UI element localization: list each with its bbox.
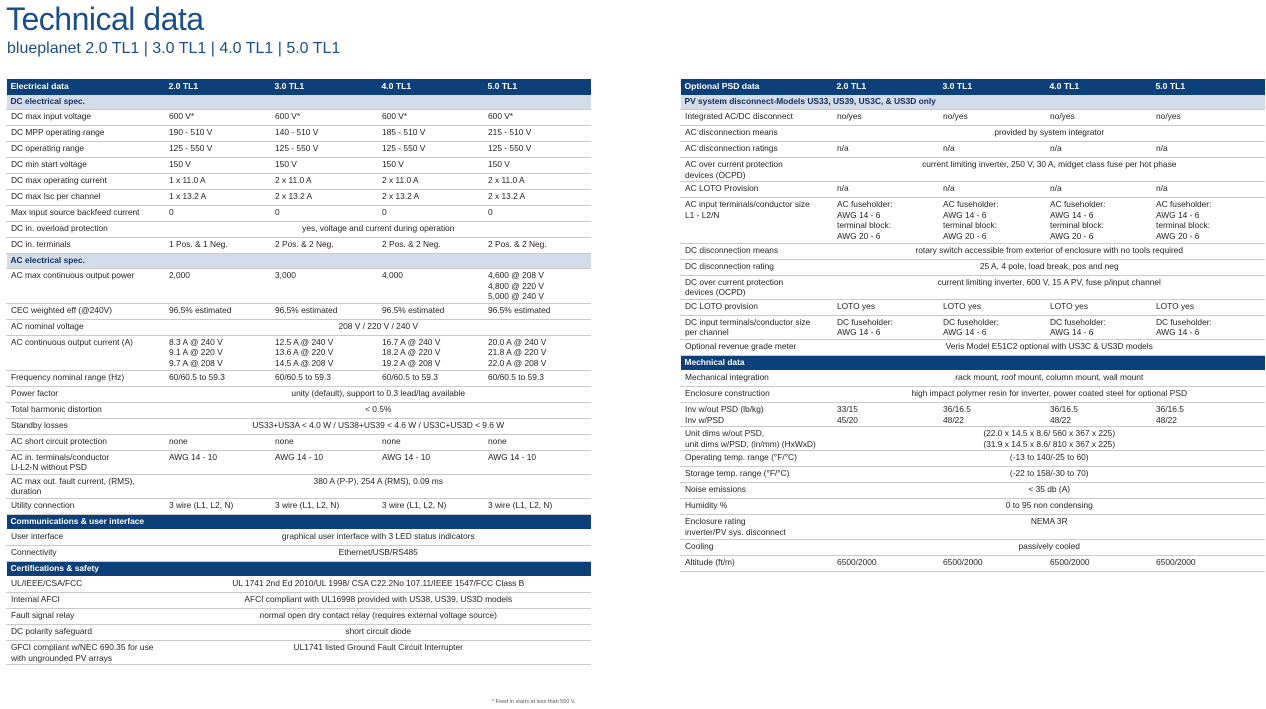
table-row [681,158,1265,182]
electrical-data-table [6,79,591,665]
cell-value: 600 V* [165,110,271,126]
cell-value: 60/60.5 to 59.3 [484,370,591,386]
cell-value: AC fuseholder: AWG 14 - 6 terminal block: AWG 20 - 6 [833,198,939,243]
section-title: Certifications & safety [7,561,591,576]
cell-value: 125 - 550 V [484,142,591,158]
cell-value: 33/15 45/20 [833,402,939,426]
table-row [7,110,591,126]
merged-value: UL1741 listed Ground Fault Circuit Interrupter [165,640,591,664]
merged-value: high impact polymer resin for inverter, power coated steel for optional PSD [833,386,1265,402]
cell-value: n/a [1152,142,1265,158]
table-row [681,110,1265,126]
cell-value: no/yes [1152,110,1265,126]
row-label: AC continuous output current (A) [7,335,165,370]
cell-value: none [271,434,378,450]
cell-value: 2 x 11.0 A [378,174,484,190]
table-row [681,515,1265,539]
table-header-model: 5.0 TL1 [1152,79,1265,95]
table-row [681,339,1265,355]
row-label: Internal AFCI [7,592,165,608]
merged-value: rack mount, roof mount, column mount, wall mount [833,370,1265,386]
cell-value: DC fuseholder: AWG 14 - 6 [1152,315,1265,339]
cell-value: no/yes [833,110,939,126]
merged-value: graphical user interface with 3 LED status indicators [165,529,591,545]
section-header [7,254,591,269]
table-row [7,174,591,190]
table-row [681,299,1265,315]
cell-value: 2 Pos. & 2 Neg. [378,238,484,254]
optional-psd-table [680,79,1265,572]
row-label: Storage temp. range (°F/°C) [681,467,833,483]
cell-value: 125 - 550 V [271,142,378,158]
table-row [681,315,1265,339]
table-header-title: Optional PSD data [681,79,833,95]
row-label: AC LOTO Provision [681,182,833,198]
cell-value: 2 x 13.2 A [378,190,484,206]
cell-value: 150 V [484,158,591,174]
table-row [681,243,1265,259]
row-label: CEC weighted eff (@240V) [7,303,165,319]
table-row [7,206,591,222]
footnote: * Feed in starts at less than 550 V. [492,699,576,705]
row-label: AC nominal voltage [7,319,165,335]
table-row [681,499,1265,515]
cell-value: 2 x 11.0 A [484,174,591,190]
section-header [7,95,591,110]
cell-value: no/yes [939,110,1046,126]
cell-value: AWG 14 - 10 [378,450,484,474]
cell-value: 215 - 510 V [484,126,591,142]
merged-value: (-13 to 140/-25 to 60) [833,451,1265,467]
table-row [7,608,591,624]
table-row [7,576,591,592]
merged-value: unity (default), support to 0.3 lead/lag available [165,386,591,402]
table-row [7,592,591,608]
cell-value: 185 - 510 V [378,126,484,142]
row-label: AC input terminals/conductor size L1 - L2/N [681,198,833,243]
cell-value: 3 wire (L1, L2, N) [378,498,484,514]
table-header-model: 5.0 TL1 [484,79,591,95]
cell-value: 600 V* [378,110,484,126]
section-header [7,514,591,529]
cell-value: none [484,434,591,450]
cell-value: 3 wire (L1, L2, N) [165,498,271,514]
table-row [7,434,591,450]
section-title: AC electrical spec. [7,254,591,269]
table-row [681,427,1265,451]
cell-value: 0 [484,206,591,222]
cell-value: n/a [1152,182,1265,198]
cell-value: none [165,434,271,450]
row-label: Inv w/out PSD (lb/kg) Inv w/PSD [681,402,833,426]
row-label: Noise emissions [681,483,833,499]
cell-value: 2 x 11.0 A [271,174,378,190]
table-row [7,418,591,434]
table-row [7,640,591,664]
merged-value: short circuit diode [165,624,591,640]
cell-value: 2 x 13.2 A [484,190,591,206]
cell-value: AWG 14 - 10 [271,450,378,474]
cell-value: AC fuseholder: AWG 14 - 6 terminal block: AWG 20 - 6 [939,198,1046,243]
cell-value: 96.5% estimated [484,303,591,319]
row-label: DC min start voltage [7,158,165,174]
table-header-model: 3.0 TL1 [271,79,378,95]
cell-value: 0 [271,206,378,222]
cell-value: 2,000 [165,269,271,304]
merged-value: Ethernet/USB/RS485 [165,545,591,561]
row-label: Total harmonic distortion [7,402,165,418]
table-row [681,467,1265,483]
table-header-model: 2.0 TL1 [165,79,271,95]
table-row [7,142,591,158]
cell-value: n/a [1046,142,1152,158]
table-row [7,238,591,254]
cell-value: 60/60.5 to 59.3 [271,370,378,386]
merged-value: 0 to 95 non condensing [833,499,1265,515]
table-row [7,498,591,514]
table-row [7,474,591,498]
table-row [681,259,1265,275]
row-label: Frequency nominal range (Hz) [7,370,165,386]
table-row [681,539,1265,555]
electrical-data-panel [6,79,590,665]
row-label: AC max out. fault current, (RMS), duration [7,474,165,498]
cell-value: 2 Pos. & 2 Neg. [271,238,378,254]
row-label: DC disconnection means [681,243,833,259]
row-label: DC MPP operating range [7,126,165,142]
table-row [7,190,591,206]
cell-value: LOTO yes [1152,299,1265,315]
table-row [7,319,591,335]
cell-value: AWG 14 - 10 [484,450,591,474]
cell-value: 0 [378,206,484,222]
row-label: AC disconnection ratings [681,142,833,158]
row-label: Optional revenue grade meter [681,339,833,355]
cell-value: 125 - 550 V [165,142,271,158]
table-row [681,142,1265,158]
row-label: Operating temp. range (°F/°C) [681,451,833,467]
cell-value: n/a [833,142,939,158]
merged-value: provided by system integrator [833,126,1265,142]
section-title: PV system disconnect-Models US33, US39, US3C, & US3D only [681,95,1265,110]
cell-value: 150 V [165,158,271,174]
table-row [681,182,1265,198]
cell-value: 140 - 510 V [271,126,378,142]
table-row [7,158,591,174]
table-row [681,451,1265,467]
row-label: DC over current protection devices (OCPD) [681,275,833,299]
table-row [7,269,591,304]
cell-value: 1 x 13.2 A [165,190,271,206]
merged-value: 380 A (P-P), 254 A (RMS), 0.09 ms [165,474,591,498]
row-label: AC max continuous output power [7,269,165,304]
table-header-model: 3.0 TL1 [939,79,1046,95]
cell-value: 150 V [378,158,484,174]
row-label: User interface [7,529,165,545]
cell-value: DC fuseholder: AWG 14 - 6 [939,315,1046,339]
table-header-model: 4.0 TL1 [1046,79,1152,95]
cell-value: n/a [833,182,939,198]
optional-psd-panel [680,79,1264,572]
table-header-row [681,79,1265,95]
row-label: Integrated AC/DC disconnect [681,110,833,126]
cell-value: no/yes [1046,110,1152,126]
row-label: DC LOTO provision [681,299,833,315]
cell-value: 36/16.5 48/22 [1046,402,1152,426]
row-label: Fault signal relay [7,608,165,624]
cell-value: 60/60.5 to 59.3 [378,370,484,386]
row-label: GFCI compliant w/NEC 690.35 for use with ungrounded PV arrays [7,640,165,664]
cell-value: 600 V* [484,110,591,126]
cell-value: 4,000 [378,269,484,304]
cell-value: 3,000 [271,269,378,304]
merged-value: yes, voltage and current during operation [165,222,591,238]
table-row [7,386,591,402]
cell-value: 125 - 550 V [378,142,484,158]
table-row [7,126,591,142]
cell-value: DC fuseholder: AWG 14 - 6 [1046,315,1152,339]
merged-value: rotary switch accessible from exterior of enclosure with no tools required [833,243,1265,259]
table-row [681,370,1265,386]
row-label: Connectivity [7,545,165,561]
cell-value: n/a [939,182,1046,198]
table-row [7,545,591,561]
row-label: Enclosure rating inverter/PV sys. disconnect [681,515,833,539]
table-row [681,386,1265,402]
cell-value: AC fuseholder: AWG 14 - 6 terminal block: AWG 20 - 6 [1046,198,1152,243]
cell-value: AWG 14 - 10 [165,450,271,474]
table-row [681,402,1265,426]
section-header [681,355,1265,370]
cell-value: 600 V* [271,110,378,126]
table-header-row [7,79,591,95]
section-title: Mechnical data [681,355,1265,370]
cell-value: AC fuseholder: AWG 14 - 6 terminal block: AWG 20 - 6 [1152,198,1265,243]
cell-value: 150 V [271,158,378,174]
row-label: AC in. terminals/conductor Ll-L2-N without PSD [7,450,165,474]
cell-value: 6500/2000 [939,555,1046,571]
page-subtitle: blueplanet 2.0 TL1 | 3.0 TL1 | 4.0 TL1 | 5.0 TL1 [7,40,341,57]
row-label: AC disconnection means [681,126,833,142]
section-header [7,561,591,576]
cell-value: DC fuseholder: AWG 14 - 6 [833,315,939,339]
row-label: DC in. terminals [7,238,165,254]
row-label: AC short circuit protection [7,434,165,450]
merged-value: UL 1741 2nd Ed 2010/UL 1998/ CSA C22.2No 107.11/IEEE 1547/FCC Class B [165,576,591,592]
cell-value: 3 wire (L1, L2, N) [271,498,378,514]
cell-value: LOTO yes [833,299,939,315]
table-row [7,529,591,545]
cell-value: 60/60.5 to 59.3 [165,370,271,386]
cell-value: 3 wire (L1, L2, N) [484,498,591,514]
table-header-model: 2.0 TL1 [833,79,939,95]
row-label: Altitude (ft/m) [681,555,833,571]
row-label: Unit dims w/out PSD, unit dims w/PSD, (in/mm) (HxWxD) [681,427,833,451]
cell-value: n/a [939,142,1046,158]
cell-value: 96.5% estimated [165,303,271,319]
section-header [681,95,1265,110]
cell-value: 20.0 A @ 240 V 21.8 A @ 220 V 22.0 A @ 208 V [484,335,591,370]
row-label: Mechanical integration [681,370,833,386]
row-label: Standby losses [7,418,165,434]
table-row [681,483,1265,499]
table-row [7,402,591,418]
row-label: Cooling [681,539,833,555]
cell-value: 16.7 A @ 240 V 18.2 A @ 220 V 19.2 A @ 208 V [378,335,484,370]
row-label: DC max input voltage [7,110,165,126]
cell-value: 6500/2000 [833,555,939,571]
cell-value: 2 x 13.2 A [271,190,378,206]
table-row [681,275,1265,299]
table-row [7,303,591,319]
merged-value: 208 V / 220 V / 240 V [165,319,591,335]
merged-value: current limiting inverter, 250 V, 30 A, midget class fuse per hot phase [833,158,1265,182]
merged-value: normal open dry contact relay (requires external voltage source) [165,608,591,624]
merged-value: < 35 db (A) [833,483,1265,499]
cell-value: 96.5% estimated [378,303,484,319]
cell-value: LOTO yes [939,299,1046,315]
cell-value: 0 [165,206,271,222]
merged-value: AFCI compliant with UL16998 provided with US38, US39, US3D models [165,592,591,608]
row-label: DC in. overload protection [7,222,165,238]
merged-value: Veris Model E51C2 optional with US3C & US3D models [833,339,1265,355]
merged-value: (22.0 x 14.5 x 8.6/ 560 x 367 x 225) (31.9 x 14.5 x 8.6/ 810 x 367 x 225) [833,427,1265,451]
table-header-model: 4.0 TL1 [378,79,484,95]
cell-value: 2 Pos. & 2 Neg. [484,238,591,254]
table-row [7,222,591,238]
table-row [7,624,591,640]
row-label: Enclosure construction [681,386,833,402]
page-title: Technical data [6,1,204,37]
cell-value: n/a [1046,182,1152,198]
row-label: DC max Isc per channel [7,190,165,206]
section-title: DC electrical spec. [7,95,591,110]
cell-value: 190 - 510 V [165,126,271,142]
merged-value: 25 A, 4 pole, load break, pos and neg [833,259,1265,275]
row-label: Humidity % [681,499,833,515]
table-row [7,450,591,474]
merged-value: NEMA 3R [833,515,1265,539]
cell-value: 36/16.5 48/22 [1152,402,1265,426]
row-label: DC max operating current [7,174,165,190]
table-header-title: Electrical data [7,79,165,95]
cell-value: 4,600 @ 208 V 4,800 @ 220 V 5,000 @ 240 V [484,269,591,304]
cell-value: LOTO yes [1046,299,1152,315]
cell-value: 6500/2000 [1152,555,1265,571]
row-label: DC polarity safeguard [7,624,165,640]
row-label: Max input source backfeed current [7,206,165,222]
table-row [681,198,1265,243]
cell-value: 36/16.5 48/22 [939,402,1046,426]
row-label: Utility connection [7,498,165,514]
merged-value: current limiting inverter, 600 V, 15 A PV, fuse p/input channel [833,275,1265,299]
table-row [7,335,591,370]
cell-value: 6500/2000 [1046,555,1152,571]
cell-value: 1 x 11.0 A [165,174,271,190]
merged-value: passively cooled [833,539,1265,555]
merged-value: US33+US3A < 4.0 W / US38+US39 < 4.6 W / US3C+US3D < 9.6 W [165,418,591,434]
table-row [681,126,1265,142]
row-label: Power factor [7,386,165,402]
merged-value: < 0.5% [165,402,591,418]
cell-value: none [378,434,484,450]
cell-value: 96.5% estimated [271,303,378,319]
table-row [7,370,591,386]
row-label: UL/IEEE/CSA/FCC [7,576,165,592]
row-label: DC disconnection rating [681,259,833,275]
row-label: DC operating range [7,142,165,158]
merged-value: (-22 to 158/-30 to 70) [833,467,1265,483]
row-label: AC over current protection devices (OCPD) [681,158,833,182]
row-label: DC input terminals/conductor size per channel [681,315,833,339]
cell-value: 8.3 A @ 240 V 9.1 A @ 220 V 9.7 A @ 208 V [165,335,271,370]
table-row [681,555,1265,571]
cell-value: 12.5 A @ 240 V 13.6 A @ 220 V 14.5 A @ 208 V [271,335,378,370]
section-title: Communications & user interface [7,514,591,529]
cell-value: 1 Pos. & 1 Neg. [165,238,271,254]
